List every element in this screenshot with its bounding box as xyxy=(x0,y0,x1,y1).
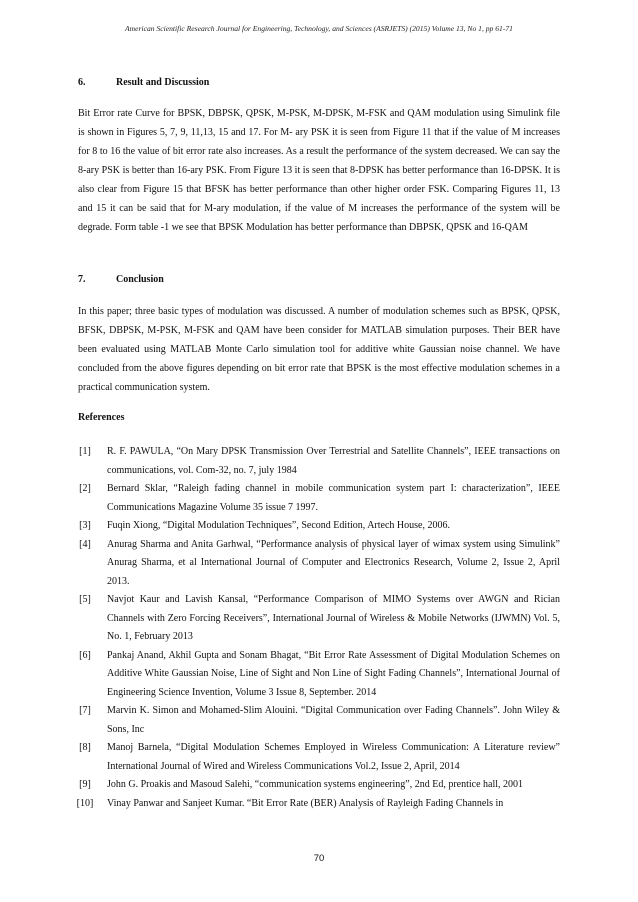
reference-label: [6] xyxy=(79,649,91,661)
reference-label: [1] xyxy=(79,446,91,457)
reference-text: Marvin K. Simon and Mohamed-Slim Alouini. “Digital Communication over Fading Channels”. John Wiley & Sons, Inc xyxy=(107,705,560,735)
reference-item xyxy=(0,591,638,647)
reference-text: Fuqin Xiong, “Digital Modulation Techniques”, Second Edition, Artech House, 2006. xyxy=(107,520,450,531)
references-list xyxy=(0,443,638,813)
section-6-number: 6. xyxy=(78,77,86,88)
reference-label: [8] xyxy=(79,742,91,753)
section-7-title: Conclusion xyxy=(116,274,164,285)
reference-label: [4] xyxy=(79,538,91,550)
reference-label: [7] xyxy=(79,705,91,716)
section-6-heading xyxy=(78,77,209,88)
reference-label: [3] xyxy=(79,520,91,531)
running-header: American Scientific Research Journal for Engineering, Technology, and Sciences (ASRJETS) (2015) Volume 13, No 1, pp 61-71 xyxy=(125,24,513,33)
section-7-heading xyxy=(78,274,164,285)
reference-text: Navjot Kaur and Lavish Kansal, “Performance Comparison of MIMO Systems over AWGN and Rician Channels with Zero Forcing Receivers”, International Journal of Wireless & Mobile Networks (IJWMN) Vol. 5, No. 1, February 2013 xyxy=(107,594,560,642)
reference-label: [9] xyxy=(79,779,91,790)
reference-item xyxy=(0,702,638,739)
reference-item xyxy=(0,795,638,814)
reference-text: Anurag Sharma and Anita Garhwal, “Performance analysis of physical layer of wimax system using Simulink” Anurag Sharma, et al International Journal of Computer and Electronics Research, Volume 2, Issue 2, April 2013. xyxy=(107,538,560,587)
section-6-title: Result and Discussion xyxy=(116,77,210,88)
reference-item xyxy=(0,536,638,592)
reference-text: R. F. PAWULA, “On Mary DPSK Transmission Over Terrestrial and Satellite Channels”, IEEE transactions on communications, vol. Com-32, no. 7, july 1984 xyxy=(107,446,560,476)
reference-item xyxy=(0,647,638,703)
reference-item xyxy=(0,480,638,517)
reference-text: Manoj Barnela, “Digital Modulation Schemes Employed in Wireless Communication: A Literature review” International Journal of Wired and Wireless Communications Vol.2, Issue 2, April, 2014 xyxy=(107,742,560,772)
reference-item xyxy=(0,517,638,536)
reference-text: Vinay Panwar and Sanjeet Kumar. “Bit Error Rate (BER) Analysis of Rayleigh Fading Channels in xyxy=(107,797,504,809)
page-number: 70 xyxy=(313,853,325,864)
section-7-number: 7. xyxy=(78,274,86,285)
references-heading: References xyxy=(78,412,125,423)
reference-text: Bernard Sklar, “Raleigh fading channel in mobile communication system part I: characterization”, IEEE Communications Magazine Volume 35 issue 7 1997. xyxy=(107,483,560,513)
reference-item xyxy=(0,443,638,480)
reference-item xyxy=(0,776,638,795)
reference-text: Pankaj Anand, Akhil Gupta and Sonam Bhagat, “Bit Error Rate Assessment of Digital Modulation Schemes on Additive White Gaussian Noise, Line of Sight and Non Line of Sight Fading Channels”, International Journal of Engineering Science Invention, Volume 3 Issue 8, September. 2014 xyxy=(107,649,560,698)
reference-label: [10] xyxy=(76,797,94,809)
reference-label: [5] xyxy=(79,594,91,605)
section-7-body: In this paper; three basic types of modulation was discussed. A number of modulation schemes such as BPSK, QPSK, BFSK, DBPSK, M-PSK, M-FSK and QAM have been consider for MATLAB simulation purposes. Their BER have been evaluated using MATLAB Monte Carlo simulation tool for additive white Gaussian noise channel. We have concluded from the above figures depending on bit error rate that BPSK is the most effective modulation schemes in a practical communication system. xyxy=(78,306,560,393)
reference-text: John G. Proakis and Masoud Salehi, “communication systems engineering”, 2nd Ed, prentice hall, 2001 xyxy=(107,779,524,790)
reference-label: [2] xyxy=(79,483,91,494)
section-6-body: Bit Error rate Curve for BPSK, DBPSK, QPSK, M-PSK, M-DPSK, M-FSK and QAM modulation using Simulink file is shown in Figures 5, 7, 9, 11,13, 15 and 17. For M- ary PSK it is seen from Figure 11 that if the value of M increases for 8 to 16 the value of bit error rate also increases. As a result the performance of the system decreased. We can say the 8-ary PSK is better than 16-ary PSK. From Figure 13 it is seen that 8-DPSK has better performance than 16-DPSK. It is also clear from Figure 15 that BFSK has better performance than other higher order FSK. Comparing Figures 11, 13 and 15 it can be said that for M-ary modulation, if the value of M increases the performance of the system will be degrade. Form table -1 we see that BPSK Modulation has better performance than DBPSK, QPSK and 16-QAM xyxy=(78,108,560,233)
reference-item xyxy=(0,739,638,776)
